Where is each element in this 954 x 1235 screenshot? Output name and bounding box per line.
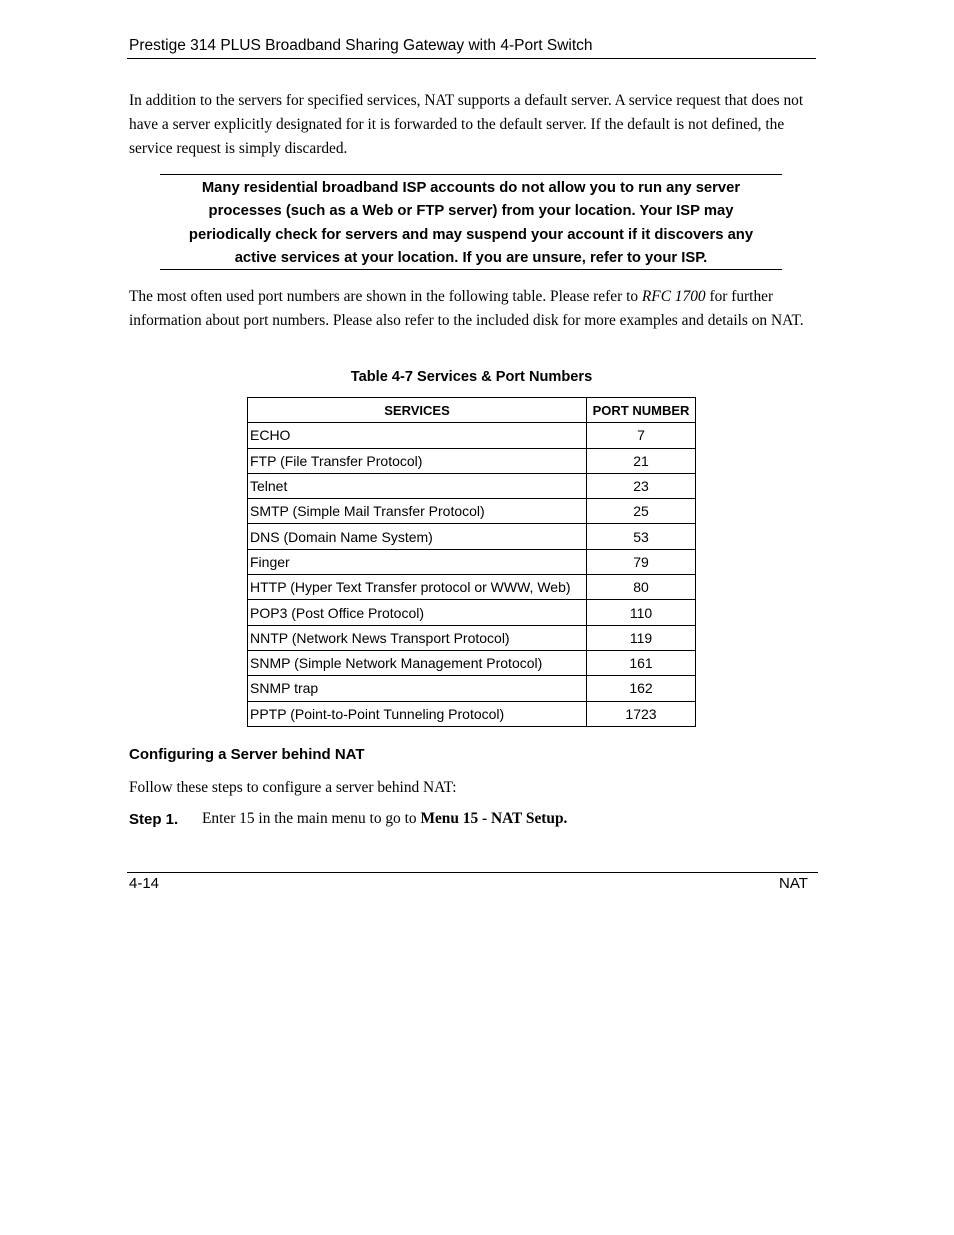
- service-cell: SNMP trap: [248, 676, 587, 701]
- port-number-column-header: PORT NUMBER: [587, 398, 696, 423]
- isp-note-box: [160, 174, 782, 270]
- note-line: active services at your location. If you are unsure, refer to your ISP.: [234, 250, 708, 267]
- service-cell: SNMP (Simple Network Management Protocol): [248, 650, 587, 675]
- port-cell: 161: [587, 650, 696, 675]
- service-cell: NNTP (Network News Transport Protocol): [248, 625, 587, 650]
- service-cell: POP3 (Post Office Protocol): [248, 600, 587, 625]
- footer-divider: [127, 872, 818, 873]
- table-row: [248, 676, 696, 701]
- service-cell: SMTP (Simple Mail Transfer Protocol): [248, 499, 587, 524]
- port-cell: 21: [587, 448, 696, 473]
- table-row: [248, 524, 696, 549]
- port-cell: 110: [587, 600, 696, 625]
- table-caption: Table 4-7 Services & Port Numbers: [350, 369, 593, 385]
- port-paragraph: [129, 285, 809, 333]
- note-line: processes (such as a Web or FTP server) from your location. Your ISP may: [208, 203, 734, 220]
- page-number: 4-14: [129, 875, 160, 892]
- service-cell: FTP (File Transfer Protocol): [248, 448, 587, 473]
- section-intro: Follow these steps to configure a server behind NAT:: [129, 779, 457, 796]
- service-cell: PPTP (Point-to-Point Tunneling Protocol): [248, 701, 587, 726]
- service-cell: DNS (Domain Name System): [248, 524, 587, 549]
- note-line: Many residential broadband ISP accounts do not allow you to run any server: [201, 180, 741, 196]
- service-cell: HTTP (Hyper Text Transfer protocol or WWW, Web): [248, 575, 587, 600]
- table-row: [248, 499, 696, 524]
- header-divider: [127, 58, 816, 59]
- port-cell: 119: [587, 625, 696, 650]
- step-label: Step 1.: [129, 811, 179, 828]
- step-text: [202, 810, 567, 828]
- footer-section-name: NAT: [779, 875, 808, 892]
- intro-paragraph: In addition to the servers for specified services, NAT supports a default server. A service request that does not have a server explicitly designated for it is forwarded to the default server. If the default is not defined, the service request is simply discarded.: [129, 92, 804, 157]
- port-cell: 53: [587, 524, 696, 549]
- port-cell: 7: [587, 423, 696, 448]
- table-row: [248, 650, 696, 675]
- port-paragraph-text: for further information about port numbers. Please also refer to the included disk for more examples and details on NAT.: [129, 288, 804, 329]
- port-cell: 79: [587, 549, 696, 574]
- table-row: [248, 423, 696, 448]
- step-instruction: Enter 15 in the main menu to go to: [202, 810, 421, 827]
- services-port-table: [247, 397, 696, 727]
- table-row: [248, 575, 696, 600]
- port-cell: 23: [587, 473, 696, 498]
- page-header-title: Prestige 314 PLUS Broadband Sharing Gateway with 4-Port Switch: [129, 37, 593, 54]
- table-row: [248, 600, 696, 625]
- port-cell: 1723: [587, 701, 696, 726]
- port-cell: 80: [587, 575, 696, 600]
- note-line: periodically check for servers and may suspend your account if it discovers any: [188, 226, 754, 243]
- table-row: [248, 549, 696, 574]
- port-cell: 25: [587, 499, 696, 524]
- service-cell: ECHO: [248, 423, 587, 448]
- table-row: [248, 701, 696, 726]
- table-header-row: [248, 398, 696, 423]
- port-paragraph-text: The most often used port numbers are shown in the following table. Please refer to: [129, 288, 642, 305]
- section-heading: Configuring a Server behind NAT: [129, 746, 365, 763]
- service-cell: Telnet: [248, 473, 587, 498]
- menu-reference: Menu 15 - NAT Setup.: [420, 810, 568, 827]
- rfc-reference: RFC 1700: [641, 288, 706, 305]
- table-row: [248, 473, 696, 498]
- table-row: [248, 625, 696, 650]
- service-cell: Finger: [248, 549, 587, 574]
- table-row: [248, 448, 696, 473]
- port-cell: 162: [587, 676, 696, 701]
- services-column-header: SERVICES: [248, 398, 587, 423]
